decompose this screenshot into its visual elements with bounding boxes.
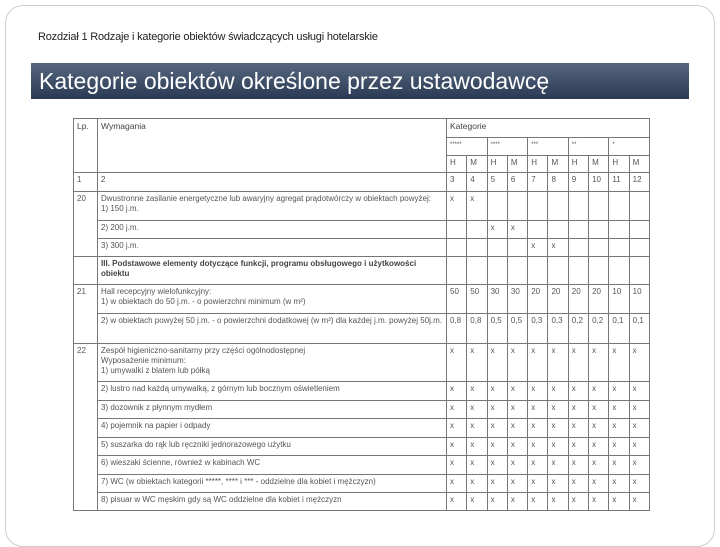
- row-value: x: [447, 344, 467, 382]
- column-number: 10: [589, 173, 609, 192]
- row-requirement: 5) suszarka do rąk lub ręczniki jednorazowego użytku: [98, 438, 447, 456]
- category-stars: ***: [528, 138, 569, 156]
- row-value: x: [568, 456, 588, 475]
- row-value: x: [487, 382, 507, 401]
- row-value: x: [487, 475, 507, 493]
- row-value: x: [629, 419, 649, 438]
- row-value: x: [528, 475, 548, 493]
- row-value: 20: [548, 285, 568, 314]
- hm-header: M: [589, 156, 609, 173]
- table-row: [74, 239, 650, 257]
- row-value: x: [487, 456, 507, 475]
- row-value: x: [507, 221, 527, 239]
- table-row: [74, 401, 650, 419]
- row-value: x: [548, 382, 568, 401]
- row-value: x: [629, 401, 649, 419]
- row-value: x: [568, 475, 588, 493]
- row-value: x: [447, 438, 467, 456]
- row-value: 0,8: [467, 314, 487, 344]
- column-number: 2: [98, 173, 447, 192]
- row-value: x: [447, 493, 467, 511]
- row-value: x: [447, 192, 467, 221]
- row-value: x: [487, 438, 507, 456]
- row-value: x: [609, 438, 629, 456]
- hm-header: H: [609, 156, 629, 173]
- row-value: x: [609, 493, 629, 511]
- row-value: x: [568, 401, 588, 419]
- column-number: 8: [548, 173, 568, 192]
- row-value: [447, 257, 467, 285]
- row-value: x: [629, 382, 649, 401]
- row-value: x: [609, 382, 629, 401]
- row-value: 0,8: [447, 314, 467, 344]
- row-value: 0,2: [568, 314, 588, 344]
- row-value: [487, 192, 507, 221]
- row-value: x: [467, 493, 487, 511]
- row-value: x: [548, 419, 568, 438]
- row-value: x: [568, 438, 588, 456]
- row-requirement: 4) pojemnik na papier i odpady: [98, 419, 447, 438]
- table-row: [74, 221, 650, 239]
- header-lp: Lp.: [74, 119, 98, 173]
- row-value: x: [568, 419, 588, 438]
- row-value: x: [629, 456, 649, 475]
- row-requirement: 3) 300 j.m.: [98, 239, 447, 257]
- row-value: 30: [487, 285, 507, 314]
- row-value: [467, 257, 487, 285]
- row-value: x: [507, 456, 527, 475]
- row-value: 0,5: [507, 314, 527, 344]
- row-value: x: [467, 192, 487, 221]
- row-value: x: [589, 438, 609, 456]
- row-value: x: [528, 401, 548, 419]
- table-row: [74, 344, 650, 382]
- table-row: [74, 314, 650, 344]
- row-value: x: [589, 493, 609, 511]
- table-row: [74, 382, 650, 401]
- column-number: 7: [528, 173, 548, 192]
- row-value: x: [467, 382, 487, 401]
- row-value: [548, 192, 568, 221]
- table-row: [74, 285, 650, 314]
- row-value: [487, 257, 507, 285]
- row-value: x: [629, 438, 649, 456]
- table-row: [74, 192, 650, 221]
- row-value: x: [609, 344, 629, 382]
- row-requirement: Zespół higieniczno-sanitarny przy części ogólnodostępnej Wyposażenie minimum: 1) umywalki z blatem lub półką: [98, 344, 447, 382]
- row-value: x: [589, 344, 609, 382]
- row-value: [568, 221, 588, 239]
- row-value: [507, 257, 527, 285]
- row-value: [528, 192, 548, 221]
- row-value: 0,3: [548, 314, 568, 344]
- row-value: [629, 257, 649, 285]
- row-value: x: [629, 493, 649, 511]
- row-value: x: [589, 401, 609, 419]
- hm-header: M: [629, 156, 649, 173]
- row-value: x: [507, 401, 527, 419]
- row-value: x: [467, 344, 487, 382]
- row-value: 20: [589, 285, 609, 314]
- row-value: x: [467, 419, 487, 438]
- row-value: x: [467, 475, 487, 493]
- row-value: 20: [528, 285, 548, 314]
- row-value: x: [507, 493, 527, 511]
- hm-header: H: [447, 156, 467, 173]
- row-requirement: 3) dozownik z płynnym mydłem: [98, 401, 447, 419]
- table-row: [74, 419, 650, 438]
- row-requirement: 7) WC (w obiektach kategorii *****, **** i *** - oddzielne dla kobiet i mężczyzn): [98, 475, 447, 493]
- row-value: x: [589, 456, 609, 475]
- column-number: 12: [629, 173, 649, 192]
- row-value: x: [609, 475, 629, 493]
- category-stars: **: [568, 138, 609, 156]
- row-requirement: 8) pisuar w WC męskim gdy są WC oddzielne dla kobiet i mężczyzn: [98, 493, 447, 511]
- row-value: [467, 221, 487, 239]
- row-value: x: [487, 493, 507, 511]
- category-stars: *: [609, 138, 650, 156]
- row-value: x: [447, 475, 467, 493]
- row-value: [589, 221, 609, 239]
- row-value: x: [568, 382, 588, 401]
- row-value: x: [487, 419, 507, 438]
- row-value: x: [548, 456, 568, 475]
- row-value: x: [487, 344, 507, 382]
- row-requirement: 2) 200 j.m.: [98, 221, 447, 239]
- row-value: 0,3: [528, 314, 548, 344]
- row-value: x: [568, 493, 588, 511]
- row-value: x: [548, 475, 568, 493]
- table-row: [74, 257, 650, 285]
- hm-header: H: [528, 156, 548, 173]
- row-value: x: [447, 456, 467, 475]
- slide-title: Kategorie obiektów określone przez ustawodawcę: [31, 63, 689, 99]
- row-value: [629, 192, 649, 221]
- row-value: [487, 239, 507, 257]
- row-value: x: [589, 419, 609, 438]
- row-value: x: [589, 475, 609, 493]
- row-value: x: [548, 239, 568, 257]
- row-value: 0,2: [589, 314, 609, 344]
- row-value: [609, 221, 629, 239]
- row-value: x: [507, 382, 527, 401]
- row-value: x: [528, 344, 548, 382]
- row-value: [568, 192, 588, 221]
- row-value: x: [487, 221, 507, 239]
- column-number: 3: [447, 173, 467, 192]
- row-value: x: [568, 344, 588, 382]
- row-lp: 21: [74, 285, 98, 344]
- row-value: x: [528, 456, 548, 475]
- row-value: x: [548, 344, 568, 382]
- row-value: 50: [467, 285, 487, 314]
- table-row: [74, 475, 650, 493]
- row-value: x: [447, 419, 467, 438]
- row-requirement: Dwustronne zasilanie energetyczne lub awaryjny agregat prądotwórczy w obiektach powyżej: 1) 150 j.m.: [98, 192, 447, 221]
- column-number: 9: [568, 173, 588, 192]
- row-value: [447, 221, 467, 239]
- row-value: x: [528, 438, 548, 456]
- table-row: [74, 438, 650, 456]
- row-value: x: [629, 475, 649, 493]
- category-stars: *****: [447, 138, 488, 156]
- row-value: x: [467, 401, 487, 419]
- hm-header: M: [467, 156, 487, 173]
- row-value: [568, 239, 588, 257]
- row-value: [467, 239, 487, 257]
- row-value: 50: [447, 285, 467, 314]
- row-value: [609, 257, 629, 285]
- row-value: x: [609, 456, 629, 475]
- row-value: 10: [629, 285, 649, 314]
- row-value: x: [548, 438, 568, 456]
- row-value: x: [609, 401, 629, 419]
- column-number: 4: [467, 173, 487, 192]
- row-value: [589, 257, 609, 285]
- row-requirement: III. Podstawowe elementy dotyczące funkcji, programu obsługowego i użytkowości obiektu: [98, 257, 447, 285]
- row-value: x: [487, 401, 507, 419]
- row-value: [507, 239, 527, 257]
- row-value: x: [507, 419, 527, 438]
- row-value: [589, 239, 609, 257]
- row-value: x: [528, 239, 548, 257]
- row-requirement: Hall recepcyjny wielofunkcyjny: 1) w obiektach do 50 j.m. - o powierzchni minimum (w m²): [98, 285, 447, 314]
- column-number: 5: [487, 173, 507, 192]
- row-value: [568, 257, 588, 285]
- row-value: x: [528, 493, 548, 511]
- row-lp: [74, 257, 98, 285]
- row-value: x: [589, 382, 609, 401]
- category-stars: ****: [487, 138, 528, 156]
- row-lp: 20: [74, 192, 98, 257]
- row-value: [548, 221, 568, 239]
- row-value: [507, 192, 527, 221]
- requirements-table: [73, 118, 650, 511]
- chapter-heading: Rozdział 1 Rodzaje i kategorie obiektów świadczących usługi hotelarskie: [38, 31, 378, 43]
- header-categories: Kategorie: [447, 119, 650, 138]
- row-value: [528, 221, 548, 239]
- row-lp: 22: [74, 344, 98, 511]
- row-value: x: [528, 419, 548, 438]
- row-value: 10: [609, 285, 629, 314]
- hm-header: M: [507, 156, 527, 173]
- row-value: x: [548, 493, 568, 511]
- row-value: 0,1: [609, 314, 629, 344]
- row-value: x: [629, 344, 649, 382]
- row-value: x: [507, 344, 527, 382]
- row-value: [629, 221, 649, 239]
- column-number: 11: [609, 173, 629, 192]
- row-value: [609, 239, 629, 257]
- hm-header: H: [487, 156, 507, 173]
- row-value: [589, 192, 609, 221]
- row-value: x: [507, 438, 527, 456]
- row-value: 20: [568, 285, 588, 314]
- row-value: x: [507, 475, 527, 493]
- row-value: [548, 257, 568, 285]
- row-value: [629, 239, 649, 257]
- header-requirements: Wymagania: [98, 119, 447, 173]
- row-value: x: [447, 382, 467, 401]
- table-row: [74, 493, 650, 511]
- row-value: x: [447, 401, 467, 419]
- row-requirement: 6) wieszaki ścienne, również w kabinach WC: [98, 456, 447, 475]
- column-number: 6: [507, 173, 527, 192]
- row-value: [609, 192, 629, 221]
- row-value: [447, 239, 467, 257]
- hm-header: H: [568, 156, 588, 173]
- table-row: [74, 456, 650, 475]
- row-value: 0,1: [629, 314, 649, 344]
- row-requirement: 2) lustro nad każdą umywalką, z górnym lub bocznym oświetleniem: [98, 382, 447, 401]
- row-value: [528, 257, 548, 285]
- row-requirement: 2) w obiektach powyżej 50 j.m. - o powierzchni dodatkowej (w m²) dla każdej j.m. powyżej 50j.m.: [98, 314, 447, 344]
- row-value: 30: [507, 285, 527, 314]
- row-value: x: [548, 401, 568, 419]
- row-value: x: [609, 419, 629, 438]
- column-number: 1: [74, 173, 98, 192]
- hm-header: M: [548, 156, 568, 173]
- row-value: x: [467, 456, 487, 475]
- row-value: 0,5: [487, 314, 507, 344]
- row-value: x: [528, 382, 548, 401]
- row-value: x: [467, 438, 487, 456]
